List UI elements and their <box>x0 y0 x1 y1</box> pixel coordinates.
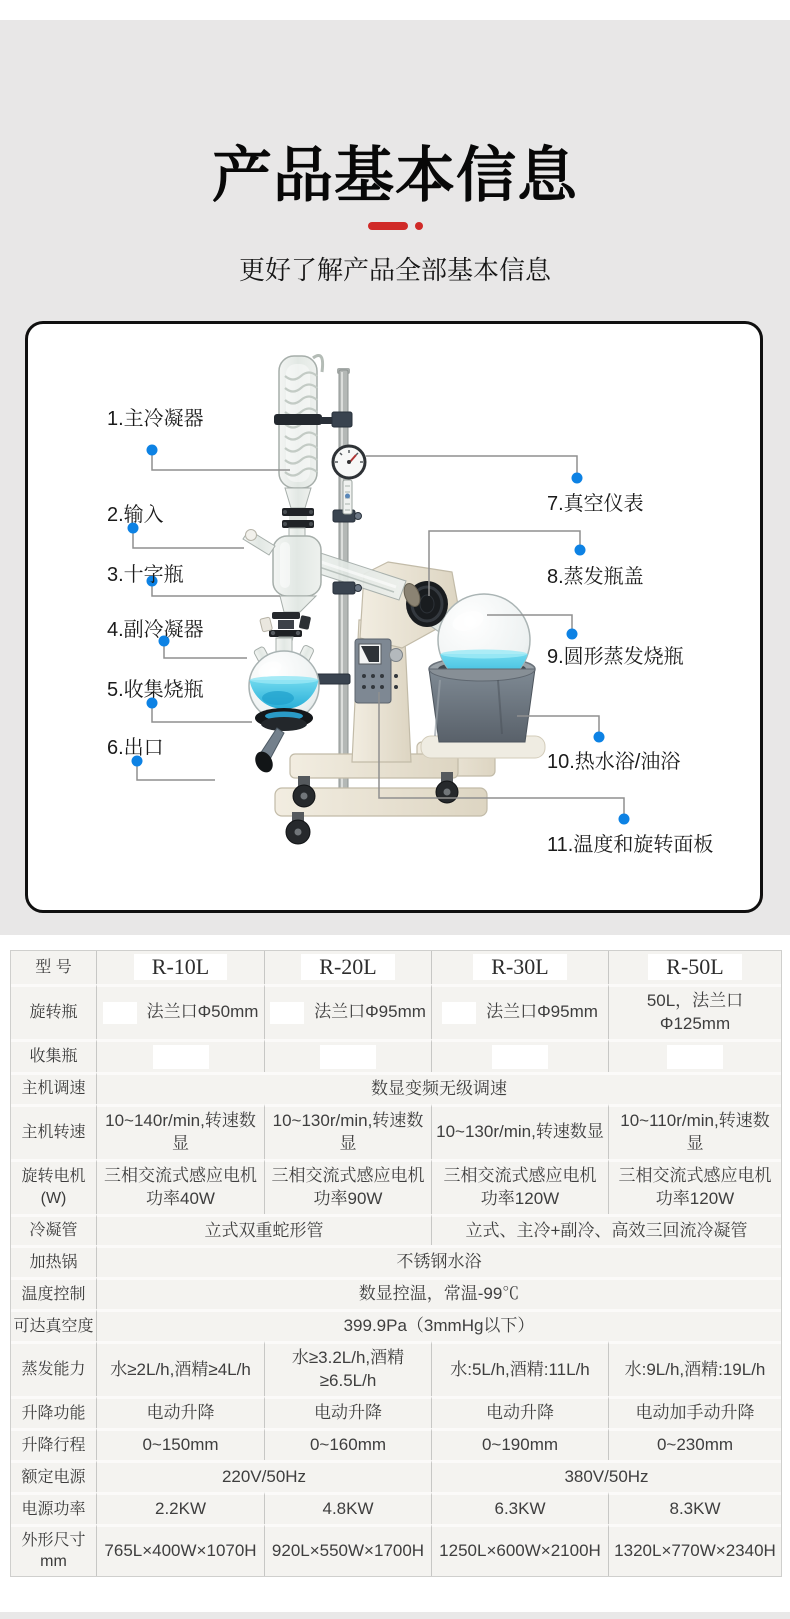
cross-bottle-glass <box>243 528 321 612</box>
spec-cell: 法兰口Φ95mm <box>264 984 431 1039</box>
label-main-condenser: 1.主冷凝器 <box>107 408 204 430</box>
spec-row <box>11 1039 781 1072</box>
label-cross-bottle: 3.十字瓶 <box>107 564 184 586</box>
spec-cell <box>96 1039 264 1072</box>
heating-bath-front <box>421 669 545 758</box>
spec-cell: 10~140r/min,转速数显 <box>96 1104 264 1159</box>
spec-cell: 0~160mm <box>264 1428 431 1460</box>
spec-row-label: 外形尺寸mm <box>11 1524 96 1576</box>
spec-row-label: 型 号 <box>11 951 96 984</box>
red-dot-icon <box>415 222 423 230</box>
diagram-card <box>25 321 763 913</box>
spec-cell: 8.3KW <box>608 1492 781 1524</box>
bottom-gray-strip <box>0 1612 790 1619</box>
vacuum-gauge <box>333 446 365 478</box>
spec-cell: R-30L <box>431 951 608 984</box>
spec-cell: 立式双重蛇形管 <box>96 1214 431 1246</box>
spec-row <box>11 1214 781 1246</box>
spec-cell: 0~190mm <box>431 1428 608 1460</box>
spec-row <box>11 1524 781 1576</box>
spec-cell: 不锈钢水浴 <box>96 1245 781 1277</box>
label-outlet: 6.出口 <box>107 737 164 759</box>
spec-cell: R-20L <box>264 951 431 984</box>
spec-row <box>11 1341 781 1396</box>
spec-cell: 电动升降 <box>96 1396 264 1428</box>
spec-cell: R-50L <box>608 951 781 984</box>
spec-cell: 0~150mm <box>96 1428 264 1460</box>
spec-row-label: 主机调速 <box>11 1072 96 1104</box>
spec-cell: 1250L×600W×2100H <box>431 1524 608 1576</box>
spec-row <box>11 1396 781 1428</box>
spec-cell <box>608 1039 781 1072</box>
spec-cell: 数显控温，常温-99℃ <box>96 1277 781 1309</box>
spec-cell: 220V/50Hz <box>96 1460 431 1492</box>
label-input: 2.输入 <box>107 504 164 526</box>
spec-row-label: 升降行程 <box>11 1428 96 1460</box>
spec-row <box>11 1460 781 1492</box>
spec-row-label: 主机转速 <box>11 1104 96 1159</box>
spec-cell: 电动加手动升降 <box>608 1396 781 1428</box>
spec-row-label: 可达真空度 <box>11 1309 96 1341</box>
spec-cell: 三相交流式感应电机 功率120W <box>608 1159 781 1214</box>
spec-table <box>10 950 782 1577</box>
spec-cell: 法兰口Φ95mm <box>431 984 608 1039</box>
spec-cell: 4.8KW <box>264 1492 431 1524</box>
spec-cell: 法兰口Φ50mm <box>96 984 264 1039</box>
spec-row-label: 冷凝管 <box>11 1214 96 1246</box>
label-evaporating-flask-cap: 8.蒸发瓶盖 <box>547 566 644 588</box>
spec-cell: 水≥3.2L/h,酒精≥6.5L/h <box>264 1341 431 1396</box>
spec-cell: 三相交流式感应电机 功率90W <box>264 1159 431 1214</box>
spec-cell: 0~230mm <box>608 1428 781 1460</box>
spec-cell: 380V/50Hz <box>431 1460 781 1492</box>
spec-row-label: 旋转瓶 <box>11 984 96 1039</box>
spec-row <box>11 1072 781 1104</box>
spec-row <box>11 1277 781 1309</box>
spec-cell: 水≥2L/h,酒精≥4L/h <box>96 1341 264 1396</box>
spec-row-label: 旋转电机(W) <box>11 1159 96 1214</box>
spec-cell: 765L×400W×1070H <box>96 1524 264 1576</box>
spec-cell: 电动升降 <box>431 1396 608 1428</box>
spec-cell: 10~130r/min,转速数显 <box>431 1104 608 1159</box>
spec-row-label: 温度控制 <box>11 1277 96 1309</box>
spec-row <box>11 1104 781 1159</box>
spec-row-label: 电源功率 <box>11 1492 96 1524</box>
spec-cell: 电动升降 <box>264 1396 431 1428</box>
spec-row-label: 加热锅 <box>11 1245 96 1277</box>
title-divider <box>0 222 790 230</box>
spec-row <box>11 1309 781 1341</box>
spec-cell: 920L×550W×1700H <box>264 1524 431 1576</box>
spec-cell: 三相交流式感应电机 功率40W <box>96 1159 264 1214</box>
spec-row <box>11 1159 781 1214</box>
spec-cell: 1320L×770W×2340H <box>608 1524 781 1576</box>
spec-section <box>10 950 780 1577</box>
label-collection-flask: 5.收集烧瓶 <box>107 679 204 701</box>
red-dash-icon <box>368 222 408 230</box>
spec-table-body <box>11 951 781 1576</box>
spec-row-label: 额定电源 <box>11 1460 96 1492</box>
spec-row-label: 收集瓶 <box>11 1039 96 1072</box>
spec-cell <box>431 1039 608 1072</box>
top-white-strip <box>0 0 790 20</box>
label-vacuum-gauge: 7.真空仪表 <box>547 493 644 515</box>
spec-cell: 399.9Pa（3mmHg以下） <box>96 1309 781 1341</box>
label-round-evaporating-flask: 9.圆形蒸发烧瓶 <box>547 646 684 668</box>
hero-section <box>0 20 790 935</box>
spec-row <box>11 1492 781 1524</box>
spec-row <box>11 951 781 984</box>
spec-cell: 6.3KW <box>431 1492 608 1524</box>
label-water-oil-bath: 10.热水浴/油浴 <box>547 751 681 773</box>
spec-cell <box>264 1039 431 1072</box>
spec-cell: 10~110r/min,转速数显 <box>608 1104 781 1159</box>
spec-cell: 水:5L/h,酒精:11L/h <box>431 1341 608 1396</box>
spec-cell: 数显变频无级调速 <box>96 1072 781 1104</box>
spec-row-label: 升降功能 <box>11 1396 96 1428</box>
page-subtitle: 更好了解产品全部基本信息 <box>238 255 551 285</box>
spec-cell: 10~130r/min,转速数显 <box>264 1104 431 1159</box>
spec-cell: 2.2KW <box>96 1492 264 1524</box>
page-title: 产品基本信息 <box>212 142 578 209</box>
spec-row <box>11 984 781 1039</box>
flow-meter <box>343 480 352 514</box>
label-temp-rotation-panel: 11.温度和旋转面板 <box>547 834 714 856</box>
spec-cell: 三相交流式感应电机 功率120W <box>431 1159 608 1214</box>
label-secondary-condenser: 4.副冷凝器 <box>107 619 204 641</box>
spec-row <box>11 1428 781 1460</box>
spec-cell: 立式、主冷+副冷、高效三回流冷凝管 <box>431 1214 781 1246</box>
spec-cell: 50L，法兰口Φ125mm <box>608 984 781 1039</box>
spec-row <box>11 1245 781 1277</box>
spec-row-label: 蒸发能力 <box>11 1341 96 1396</box>
spec-cell: R-10L <box>96 951 264 984</box>
spec-cell: 水:9L/h,酒精:19L/h <box>608 1341 781 1396</box>
